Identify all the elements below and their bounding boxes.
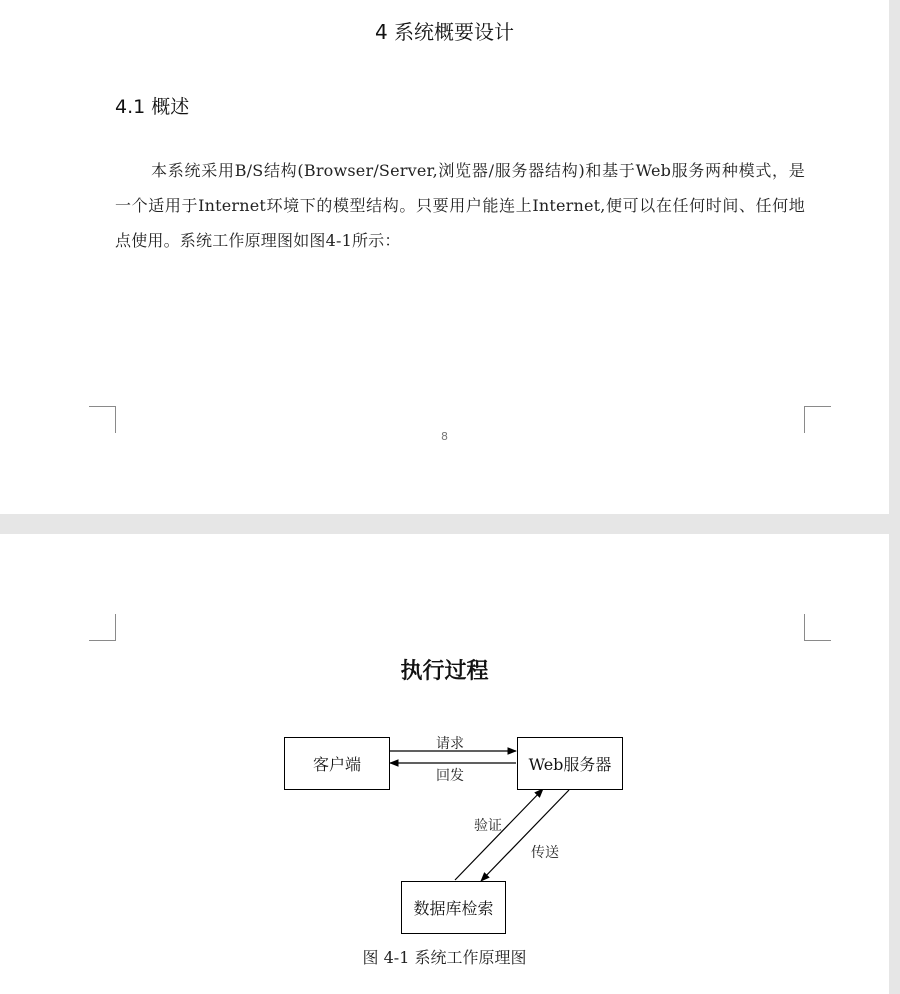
figure-caption: 图 4-1 系统工作原理图 <box>362 948 527 967</box>
subsection-title: 4.1 概述 <box>115 96 190 118</box>
page-number: 8 <box>441 430 448 443</box>
margin-corner-bottom-right <box>804 406 831 433</box>
db-search-node: 数据库检索 <box>401 881 506 934</box>
transmit-arrow <box>481 790 569 881</box>
section-title: 4 系统概要设计 <box>374 20 515 44</box>
reply-label: 回发 <box>436 768 464 784</box>
document-page-2 <box>0 534 889 994</box>
margin-corner-bottom-left <box>89 406 116 433</box>
body-paragraph: 本系统采用B/S结构(Browser/Server,浏览器/服务器结构)和基于Web服务两种模式，是一个适用于Internet环境下的模型结构。只要用户能连上Internet,便可以在任何时间、任何地点使用。系统工作原理图如图4-1所示： <box>115 161 805 250</box>
client-node: 客户端 <box>284 737 390 790</box>
verify-label: 验证 <box>474 818 502 834</box>
web-server-node: Web服务器 <box>517 737 623 790</box>
request-label: 请求 <box>436 736 464 752</box>
figure-title: 执行过程 <box>400 658 489 684</box>
transmit-label: 传送 <box>531 845 559 861</box>
